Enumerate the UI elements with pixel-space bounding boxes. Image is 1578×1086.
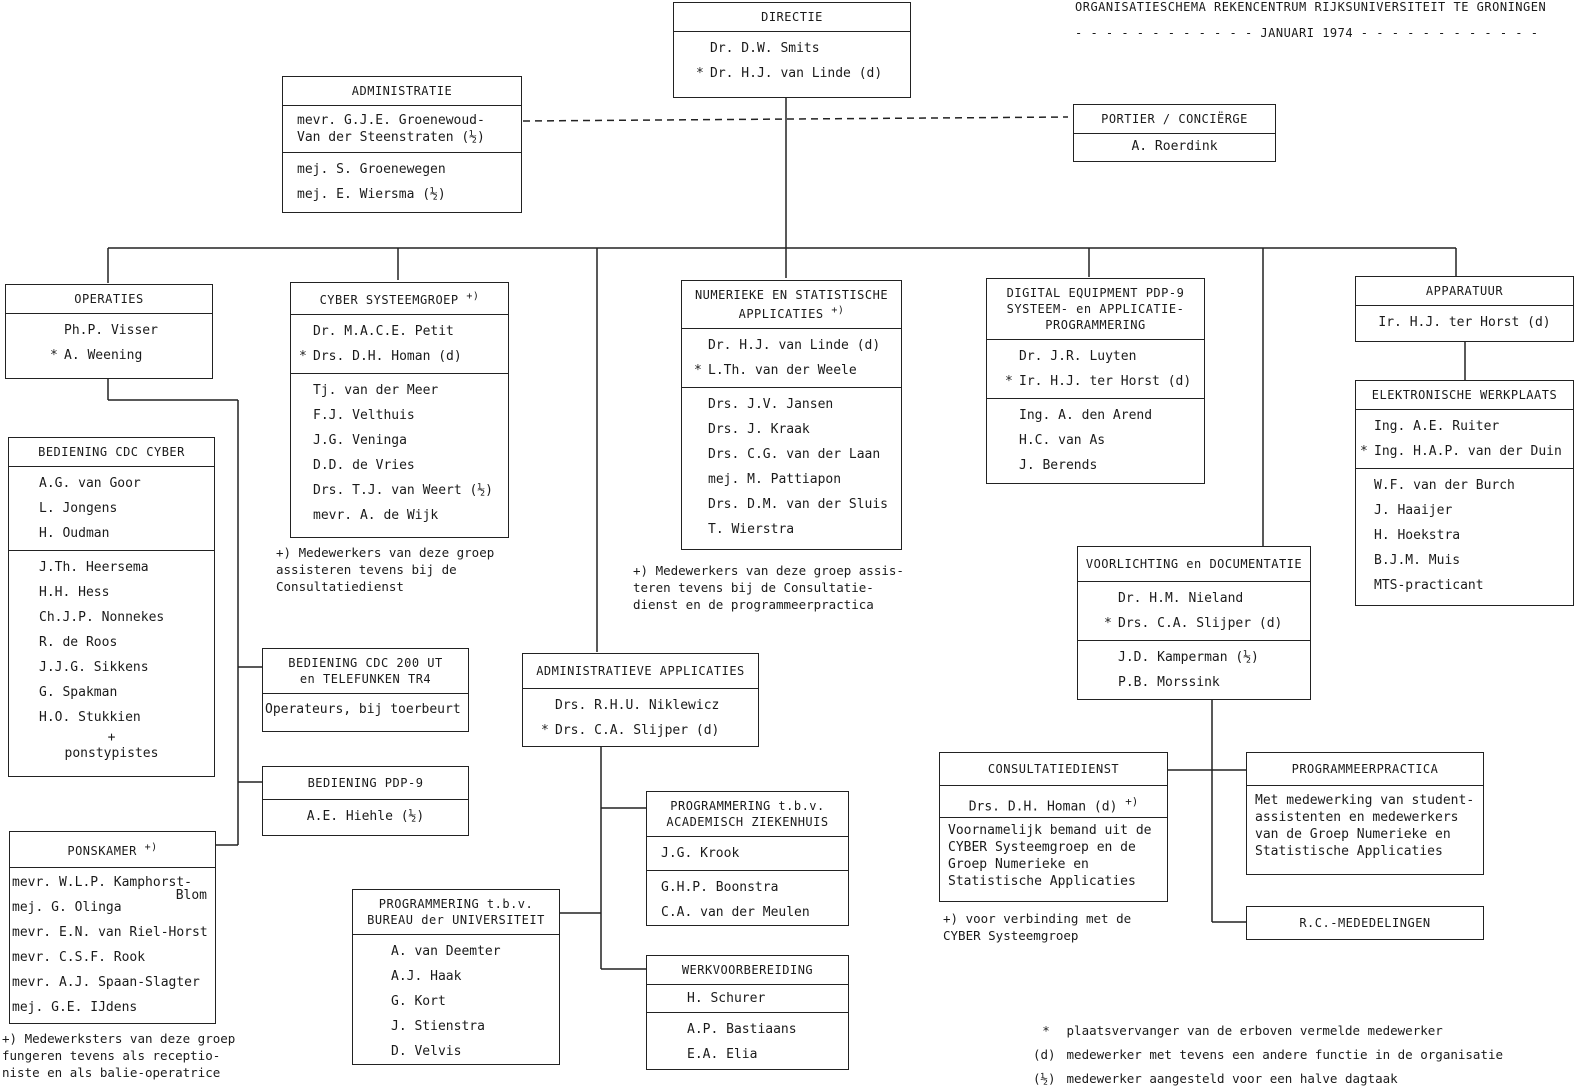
ponskamer-note: +) Medewerksters van deze groep fungeren tevens als receptio- niste en als balie-operatrice	[2, 1031, 236, 1080]
member: A.E. Hiehle (½)	[306, 809, 425, 824]
member: T. Wierstra	[708, 522, 795, 537]
asterisk-icon: *	[50, 348, 58, 363]
member: Tj. van der Meer	[313, 383, 439, 398]
member: D.D. de Vries	[313, 458, 415, 473]
member: H. Schurer	[687, 991, 766, 1006]
box-title: PORTIER / CONCIËRGE	[1074, 105, 1275, 134]
member: P.B. Morssink	[1118, 675, 1220, 690]
member: Ing. A. den Arend	[1019, 408, 1153, 423]
box-elektronische-werkplaats	[1355, 380, 1574, 606]
member: mevr. A.J. Spaan-Slagter	[12, 975, 200, 990]
box-directie	[673, 2, 911, 98]
member: J. Berends	[1019, 458, 1098, 473]
box-rc-mededelingen	[1246, 906, 1484, 940]
box-bediening-pdp9	[262, 766, 469, 836]
box-title: CYBER SYSTEEMGROEP +)	[291, 283, 508, 315]
chart-title: ORGANISATIESCHEMA REKENCENTRUM RIJKSUNIVERSITEIT TE GRONINGEN	[1075, 0, 1547, 14]
box-cyber-systeemgroep	[290, 282, 509, 538]
box-title: WERKVOORBEREIDING	[647, 956, 848, 985]
member: H. Oudman	[39, 526, 110, 541]
box-title: NUMERIEKE EN STATISTISCHE APPLICATIES +)	[682, 281, 901, 329]
asterisk-icon: *	[299, 349, 307, 364]
member: A.G. van Goor	[39, 476, 141, 491]
legend-star: * plaatsvervanger van de erboven vermelde medewerker	[1033, 1023, 1443, 1038]
member: J. Haaijer	[1374, 503, 1453, 518]
member: B.J.M. Muis	[1374, 553, 1461, 568]
box-title: ADMINISTRATIE	[283, 77, 521, 106]
member: Dr. D.W. Smits	[710, 41, 820, 56]
member: * A. Weening	[64, 343, 204, 368]
member: J. Stienstra	[391, 1019, 485, 1034]
member: Dr. J.R. Luyten	[1019, 349, 1137, 364]
member: mej. M. Pattiapon	[708, 472, 842, 487]
member: E.A. Elia	[687, 1047, 758, 1062]
member: H. Hoekstra	[1374, 528, 1461, 543]
asterisk-icon: *	[694, 363, 702, 378]
member: mevr. E.N. van Riel-Horst	[12, 925, 208, 940]
practica-text: Met medewerking van student- assistenten en medewerkers van de Groep Numerieke en Statistische Applicaties	[1255, 793, 1475, 859]
member: Ph.P. Visser	[64, 323, 158, 338]
asterisk-icon: *	[1005, 374, 1013, 389]
member: A.J. Haak	[391, 969, 462, 984]
member: G. Kort	[391, 994, 446, 1009]
box-pdp9-programmering	[986, 278, 1205, 484]
member: G.H.P. Boonstra	[661, 880, 779, 895]
box-title: PONSKAMER +)	[10, 832, 215, 868]
member: * Ing. H.A.P. van der Duin	[1374, 439, 1565, 464]
member: W.F. van der Burch	[1374, 478, 1515, 493]
box-bediening-cdc-200	[262, 648, 469, 732]
member: J.G. Krook	[661, 846, 740, 861]
box-numerieke-applicaties	[681, 280, 902, 550]
asterisk-icon: *	[1042, 1023, 1050, 1038]
box-werkvoorbereiding	[646, 955, 849, 1070]
box-title: PROGRAMMERING t.b.v. BUREAU der UNIVERSITEIT	[353, 890, 559, 935]
member: * Drs. D.H. Homan (d)	[313, 344, 500, 369]
member: Dr. M.A.C.E. Petit	[313, 324, 454, 339]
box-portier	[1073, 104, 1276, 162]
asterisk-icon: *	[1104, 616, 1112, 631]
box-ponskamer	[9, 831, 216, 1024]
member: mej. S. Groenewegen	[297, 162, 446, 177]
legend-d: (d) medewerker met tevens een andere functie in de organisatie	[1033, 1047, 1504, 1062]
member: L. Jongens	[39, 501, 118, 516]
asterisk-icon: *	[696, 66, 704, 81]
box-apparatuur	[1355, 276, 1574, 342]
member: G. Spakman	[39, 685, 118, 700]
member-extra: + ponstypistes	[64, 730, 159, 761]
member: J.D. Kamperman (½)	[1118, 650, 1259, 665]
cyber-note: +) Medewerkers van deze groep assisteren tevens bij de Consultatiedienst	[276, 545, 495, 594]
member: A. van Deemter	[391, 944, 501, 959]
member: Drs. C.G. van der Laan	[708, 447, 881, 462]
member: A. Roerdink	[1131, 139, 1218, 154]
box-voorlichting-documentatie	[1077, 546, 1311, 700]
box-bediening-cdc-cyber	[8, 437, 215, 777]
member: Ing. A.E. Ruiter	[1374, 419, 1500, 434]
member: Operateurs, bij toerbeurt	[265, 702, 461, 717]
member: J.J.G. Sikkens	[39, 660, 149, 675]
member: C.A. van der Meulen	[661, 905, 810, 920]
member: * Ir. H.J. ter Horst (d)	[1019, 369, 1196, 394]
member: D. Velvis	[391, 1044, 462, 1059]
member: * L.Th. van der Weele	[708, 358, 893, 383]
member: R. de Roos	[39, 635, 118, 650]
box-title: BEDIENING PDP-9	[263, 767, 468, 800]
box-programmering-bureau	[352, 889, 560, 1065]
member: mej. E. Wiersma (½)	[297, 187, 446, 202]
member: Drs. J. Kraak	[708, 422, 810, 437]
member: Dr. H.M. Nieland	[1118, 591, 1244, 606]
member: mej. G.E. IJdens	[12, 1000, 138, 1015]
member: Ch.J.P. Nonnekes	[39, 610, 165, 625]
box-title: APPARATUUR	[1356, 277, 1573, 306]
box-title: R.C.-MEDEDELINGEN	[1299, 916, 1431, 930]
box-title: BEDIENING CDC CYBER	[9, 438, 214, 467]
box-title: DIRECTIE	[674, 3, 910, 32]
member: H.C. van As	[1019, 433, 1106, 448]
member: H.H. Hess	[39, 585, 110, 600]
member: J.G. Veninga	[313, 433, 407, 448]
member: H.O. Stukkien	[39, 710, 141, 725]
box-administratieve-applicaties	[522, 653, 759, 747]
asterisk-icon: *	[541, 723, 549, 738]
box-title: CONSULTATIEDIENST	[940, 753, 1167, 786]
box-title: VOORLICHTING en DOCUMENTATIE	[1078, 547, 1310, 582]
member: Drs. D.M. van der Sluis	[708, 497, 889, 512]
member: * Dr. H.J. van Linde (d)	[710, 61, 902, 86]
member: A.P. Bastiaans	[687, 1022, 797, 1037]
asterisk-icon: *	[1360, 444, 1368, 459]
box-title: OPERATIES	[6, 285, 212, 314]
member: mevr. A. de Wijk	[313, 508, 439, 523]
member: Drs. T.J. van Weert (½)	[313, 483, 494, 498]
member: Ir. H.J. ter Horst (d)	[1378, 315, 1551, 330]
member: J.Th. Heersema	[39, 560, 149, 575]
member: F.J. Velthuis	[313, 408, 415, 423]
member: Drs. R.H.U. Niklewicz	[555, 698, 720, 713]
member: Drs. J.V. Jansen	[708, 397, 834, 412]
member: mej. G. Olinga Blom	[12, 888, 207, 915]
member: * Drs. C.A. Slijper (d)	[555, 718, 750, 743]
member: * Drs. C.A. Slijper (d)	[1118, 611, 1302, 636]
box-title: ELEKTRONISCHE WERKPLAATS	[1356, 381, 1573, 410]
consultatie-note: +) voor verbinding met de CYBER Systeemgroep	[943, 911, 1132, 943]
consultatie-head: Drs. D.H. Homan (d) +)	[968, 795, 1139, 815]
box-programmeerpractica	[1246, 752, 1484, 875]
box-title: PROGRAMMEERPRACTICA	[1247, 753, 1483, 786]
consultatie-text: Voornamelijk bemand uit de CYBER Systeemgroep en de Groep Numerieke en Statistische Applicaties	[948, 823, 1152, 889]
box-programmering-azg	[646, 791, 849, 926]
box-title: DIGITAL EQUIPMENT PDP-9 SYSTEEM- en APPLICATIE- PROGRAMMERING	[987, 279, 1204, 340]
box-title: PROGRAMMERING t.b.v. ACADEMISCH ZIEKENHUIS	[647, 792, 848, 837]
numeriek-note: +) Medewerkers van deze groep assis- teren tevens bij de Consultatie- dienst en de programmeerpractica	[633, 563, 904, 612]
box-title: BEDIENING CDC 200 UT en TELEFUNKEN TR4	[263, 649, 468, 694]
member: mevr. G.J.E. Groenewoud- Van der Steenstraten (½)	[297, 113, 485, 145]
box-consultatiedienst	[939, 752, 1168, 902]
member: mevr. W.L.P. Kamphorst-	[12, 875, 193, 890]
member: Dr. H.J. van Linde (d)	[708, 338, 881, 353]
member: MTS-practicant	[1374, 578, 1484, 593]
chart-date: - - - - - - - - - - - - JANUARI 1974 - - - - - - - - - - - -	[1075, 26, 1539, 40]
box-operaties	[5, 284, 213, 379]
box-administratie	[282, 76, 522, 213]
legend-half: (½) medewerker aangesteld voor een halve dagtaak	[1033, 1071, 1398, 1086]
member: mevr. C.S.F. Rook	[12, 950, 146, 965]
box-title: ADMINISTRATIEVE APPLICATIES	[523, 654, 758, 689]
